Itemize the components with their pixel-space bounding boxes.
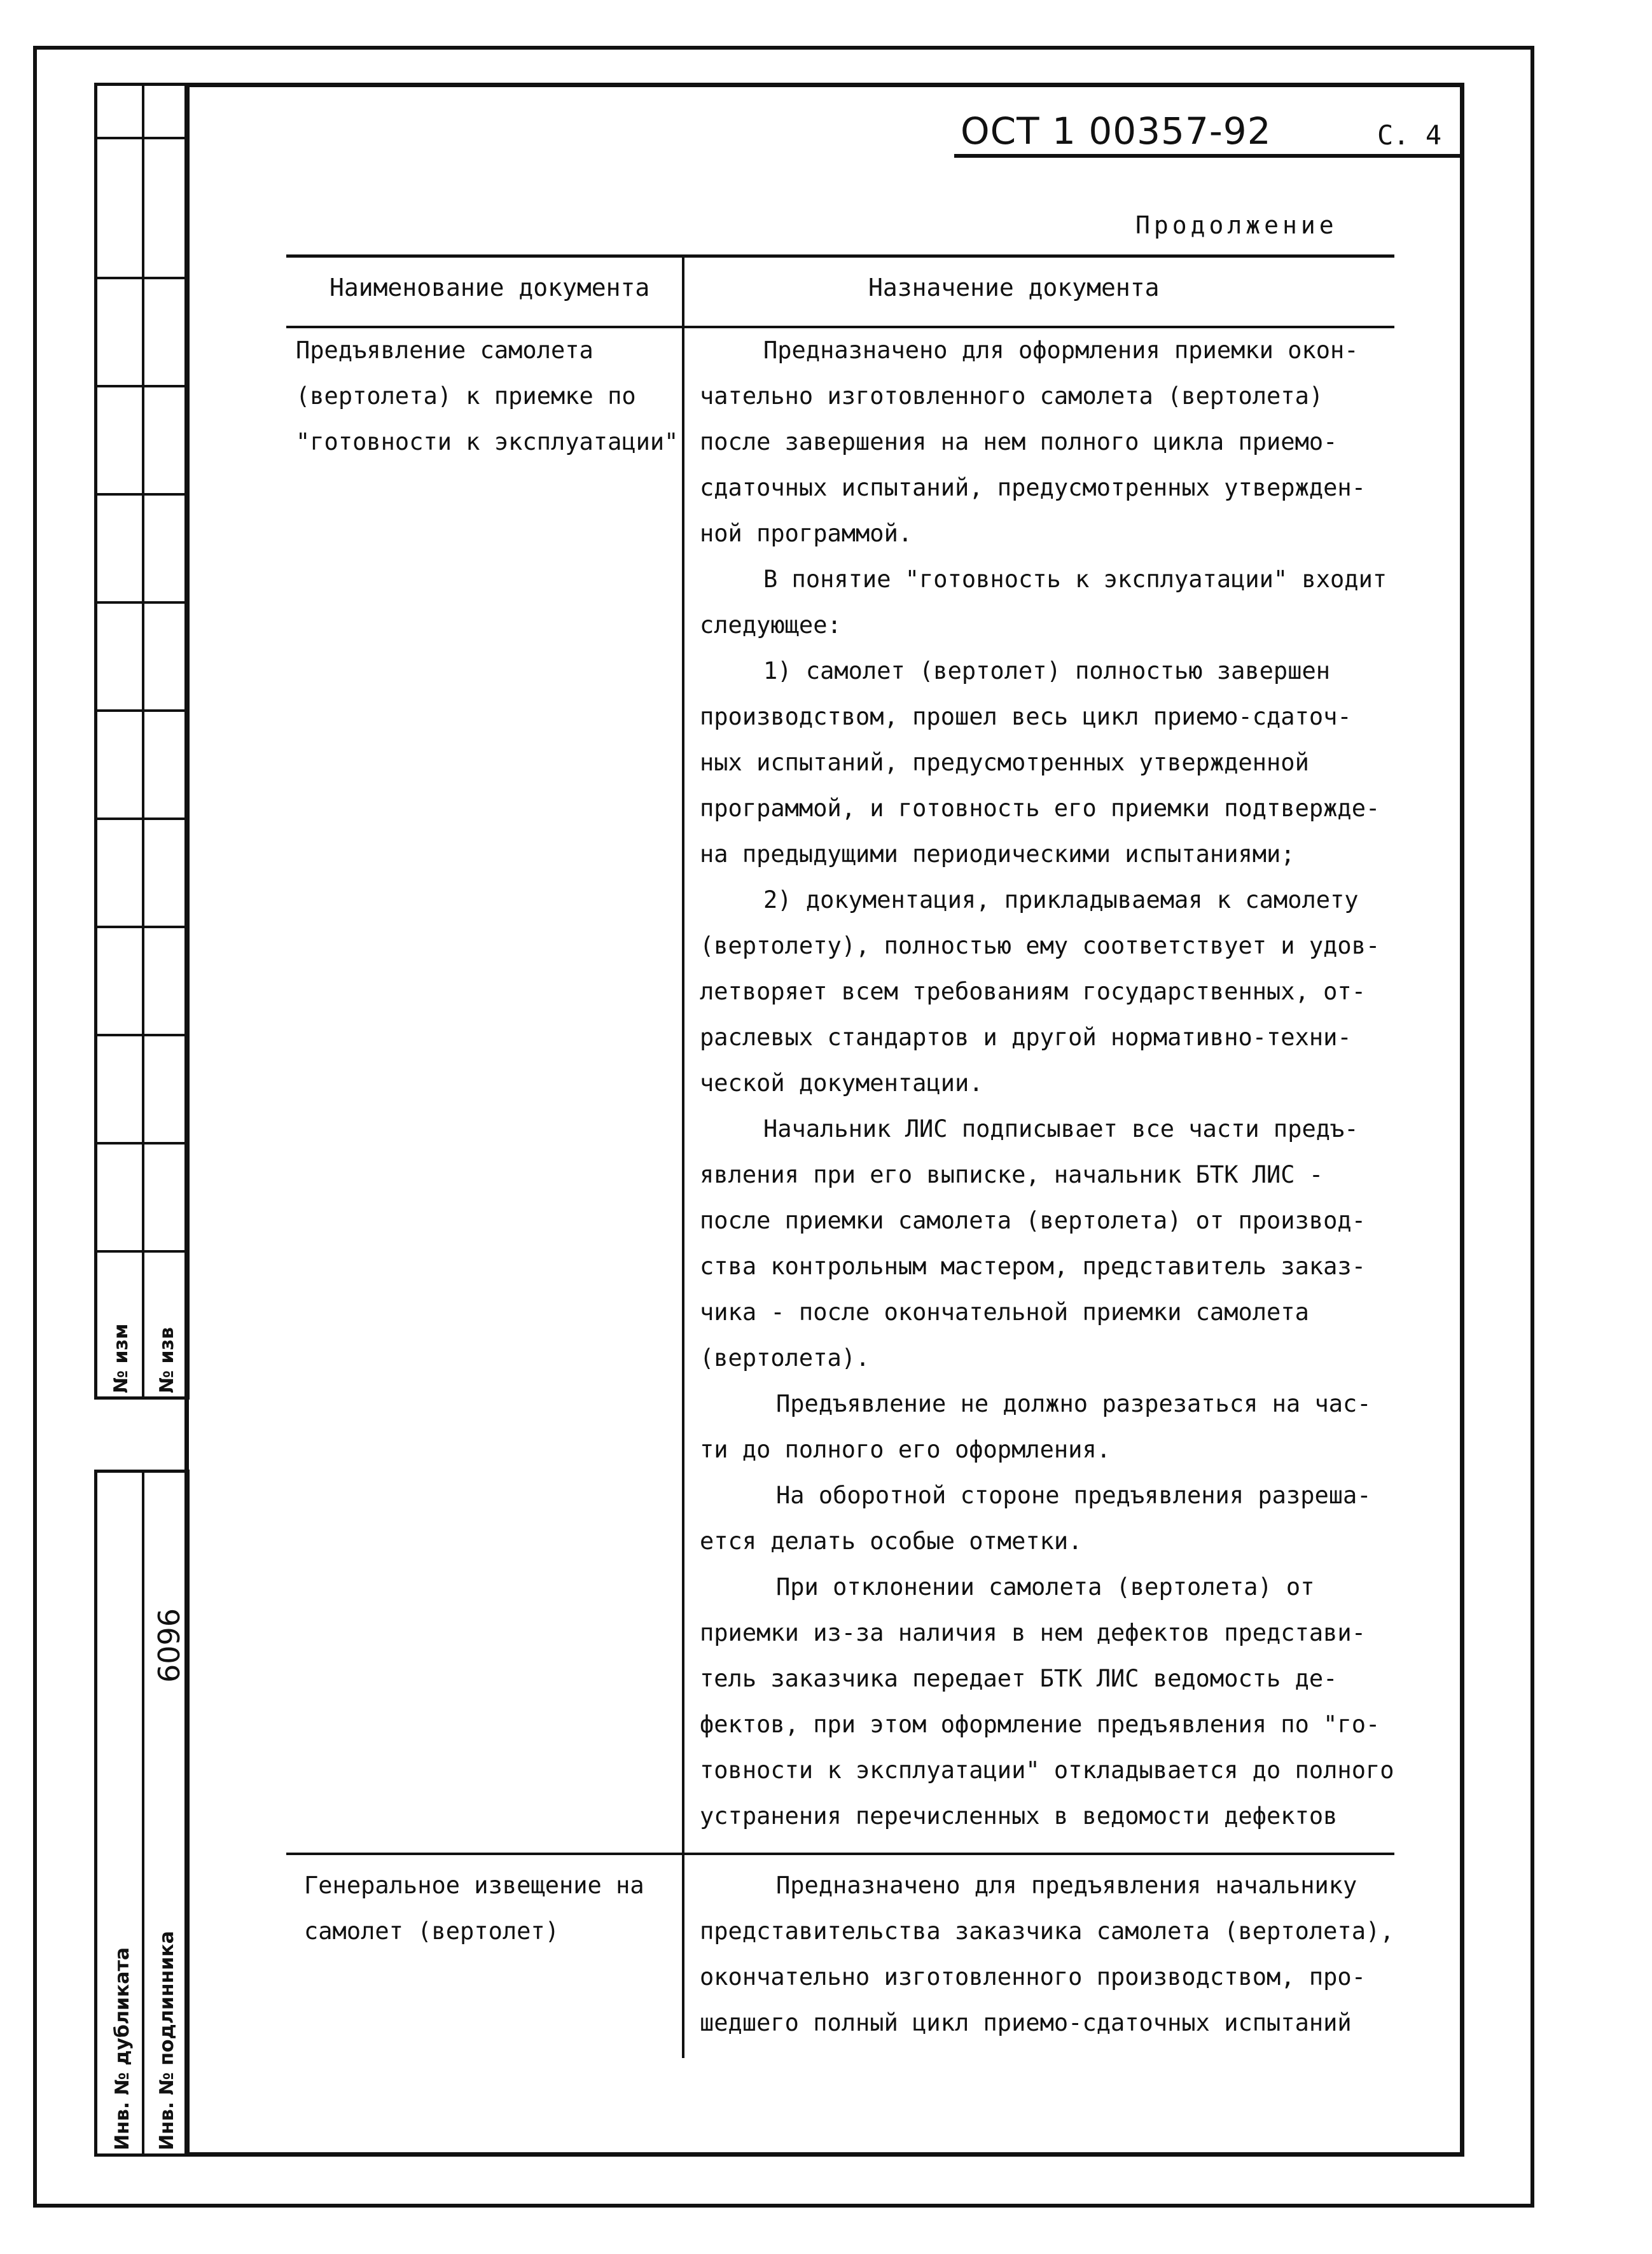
- purpose-line: При отклонении самолета (вертолета) от: [776, 1573, 1315, 1601]
- purpose-line: На оборотной стороне предъявления разреша-: [776, 1482, 1371, 1509]
- purpose-line: 2) документация, прикладываемая к самолету: [763, 886, 1359, 914]
- side-stamp-revisions: [94, 83, 190, 1400]
- purpose-line: Начальник ЛИС подписывает все части предъ-: [763, 1115, 1359, 1143]
- name-line: Генеральное извещение на: [304, 1872, 644, 1899]
- purpose-line: ческой документации.: [700, 1069, 983, 1097]
- purpose-line: товности к эксплуатации" откладывается до полного: [700, 1757, 1394, 1784]
- document-code-underline: [954, 154, 1463, 158]
- purpose-line: окончательно изготовленного производством, про-: [700, 1963, 1366, 1991]
- purpose-line: шедшего полный цикл приемо-сдаточных испытаний: [700, 2009, 1352, 2036]
- name-line: Предъявление самолета: [296, 337, 593, 364]
- table-header-rule: [286, 326, 1394, 328]
- purpose-line: ется делать особые отметки.: [700, 1527, 1083, 1555]
- purpose-line: Предназначено для предъявления начальнику: [776, 1872, 1357, 1899]
- column-header-name: Наименование документа: [330, 274, 650, 302]
- purpose-line: раслевых стандартов и другой нормативно-техни-: [700, 1024, 1352, 1051]
- purpose-line: после приемки самолета (вертолета) от производ-: [700, 1207, 1366, 1234]
- purpose-line: (вертолету), полностью ему соответствует и удов-: [700, 932, 1380, 959]
- no-izv-label: № изв: [156, 1327, 178, 1393]
- purpose-line: ства контрольным мастером, представитель заказ-: [700, 1253, 1366, 1280]
- purpose-line: представительства заказчика самолета (вертолета),: [700, 1917, 1394, 1945]
- purpose-line: (вертолета).: [700, 1344, 870, 1372]
- purpose-line: фектов, при этом оформление предъявления по "го-: [700, 1711, 1380, 1738]
- purpose-line: тель заказчика передает БТК ЛИС ведомость де-: [700, 1665, 1338, 1692]
- purpose-line: сдаточных испытаний, предусмотренных утвержден-: [700, 474, 1366, 501]
- purpose-line: Предъявление не должно разрезаться на час-: [776, 1390, 1371, 1417]
- name-line: (вертолета) к приемке по: [296, 382, 636, 410]
- purpose-line: производством, прошел весь цикл приемо-сдаточ-: [700, 703, 1352, 730]
- document-code: ОСТ 1 00357-92: [961, 109, 1272, 153]
- purpose-line: 1) самолет (вертолет) полностью завершен: [763, 657, 1331, 685]
- purpose-line: В понятие "готовность к эксплуатации" входит: [763, 566, 1387, 593]
- purpose-line: на предыдущими периодическими испытаниями;: [700, 840, 1295, 868]
- purpose-line: ных испытаний, предусмотренных утвержденной: [700, 749, 1309, 776]
- inv-podlinnika-label: Инв. № подлинника: [156, 1931, 178, 2150]
- purpose-line: после завершения на нем полного цикла приемо-: [700, 428, 1338, 456]
- side-stamp-inventory: [94, 1470, 190, 2157]
- page-number: С. 4: [1377, 120, 1442, 151]
- inv-dublikata-label: Инв. № дубликата: [111, 1947, 134, 2150]
- purpose-line: ти до полного его оформления.: [700, 1436, 1111, 1463]
- purpose-line: приемки из-за наличия в нем дефектов представи-: [700, 1619, 1366, 1646]
- continuation-label: Продолжение: [1135, 211, 1338, 239]
- purpose-line: явления при его выписке, начальник БТК ЛИС -: [700, 1161, 1324, 1188]
- purpose-line: следующее:: [700, 611, 842, 639]
- column-divider: [682, 254, 684, 2058]
- purpose-line: программой, и готовность его приемки подтвержде-: [700, 795, 1380, 822]
- purpose-line: летворяет всем требованиям государственных, от-: [700, 978, 1366, 1005]
- name-line: "готовности к эксплуатации": [296, 428, 679, 456]
- column-header-purpose: Назначение документа: [868, 274, 1160, 302]
- purpose-line: чика - после окончательной приемки самолета: [700, 1298, 1309, 1326]
- inventory-number: 6096: [152, 1608, 186, 1683]
- purpose-line: устранения перечисленных в ведомости дефектов: [700, 1802, 1338, 1830]
- row-divider: [286, 1853, 1394, 1855]
- purpose-line: ной программой.: [700, 520, 913, 547]
- purpose-line: Предназначено для оформления приемки окон-: [763, 337, 1359, 364]
- table-top-rule: [286, 254, 1394, 258]
- no-izm-label: № изм: [110, 1323, 132, 1393]
- purpose-line: чательно изготовленного самолета (вертолета): [700, 382, 1324, 410]
- name-line: самолет (вертолет): [304, 1917, 559, 1945]
